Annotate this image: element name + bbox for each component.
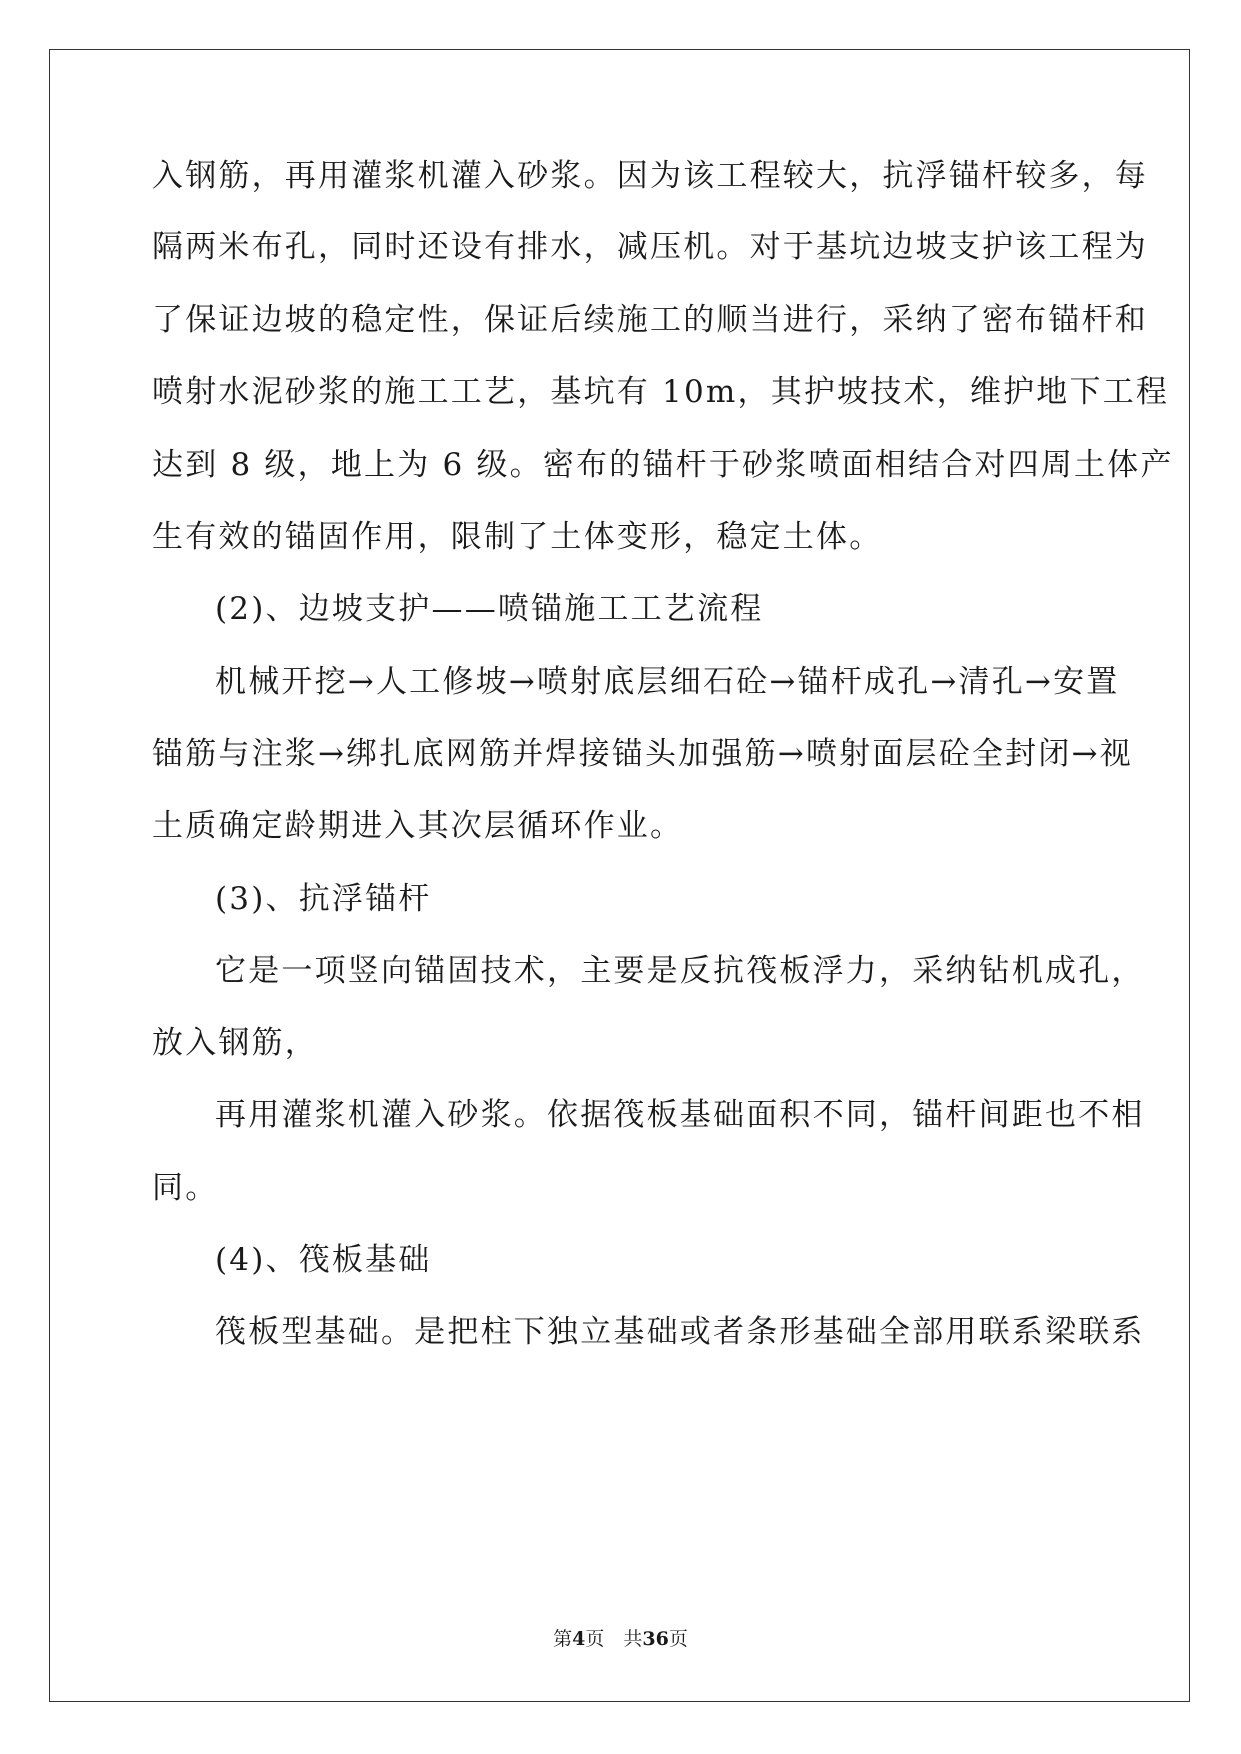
text-line: 隔两米布孔，同时还设有排水，减压机。对于基坑边坡支护该工程为: [152, 229, 1148, 265]
text-line: 了保证边坡的稳定性，保证后续施工的顺当进行，采纳了密布锚杆和: [152, 302, 1148, 338]
page-total: 36: [642, 1628, 669, 1650]
text-line: 筏板型基础。是把柱下独立基础或者条形基础全部用联系梁联系: [215, 1314, 1145, 1350]
text-line: 锚筋与注浆→绑扎底网筋并焊接锚头加强筋→喷射面层砼全封闭→视: [152, 736, 1133, 772]
footer-suffix: 页: [668, 1628, 688, 1650]
text-line: 入钢筋，再用灌浆机灌入砂浆。因为该工程较大，抗浮锚杆较多，每: [152, 158, 1148, 194]
text-line: 再用灌浆机灌入砂浆。依据筏板基础面积不同，锚杆间距也不相: [215, 1097, 1145, 1133]
page-number: 4: [572, 1628, 586, 1650]
page-border: [49, 49, 1190, 1702]
footer-middle: 页 共: [585, 1628, 643, 1650]
text-line: 放入钢筋，: [152, 1025, 318, 1061]
section-heading: (4)、筏板基础: [215, 1242, 432, 1278]
text-line: 达到 8 级，地上为 6 级。密布的锚杆于砂浆喷面相结合对四周土体产: [152, 447, 1174, 483]
footer-prefix: 第: [553, 1628, 573, 1650]
text-line: 生有效的锚固作用，限制了土体变形，稳定土体。: [152, 519, 883, 555]
text-line: 土质确定龄期进入其次层循环作业。: [152, 808, 684, 844]
text-line: 机械开挖→人工修坡→喷射底层细石砼→锚杆成孔→清孔→安置: [215, 664, 1120, 700]
text-line: 喷射水泥砂浆的施工工艺，基坑有 10m，其护坡技术，维护地下工程: [152, 374, 1170, 410]
page-footer: [0, 1627, 1241, 1651]
section-heading: (3)、抗浮锚杆: [215, 881, 432, 917]
section-heading: (2)、边坡支护——喷锚施工工艺流程: [215, 591, 764, 627]
text-line: 同。: [152, 1170, 219, 1206]
text-line: 它是一项竖向锚固技术，主要是反抗筏板浮力，采纳钻机成孔，: [215, 953, 1145, 989]
